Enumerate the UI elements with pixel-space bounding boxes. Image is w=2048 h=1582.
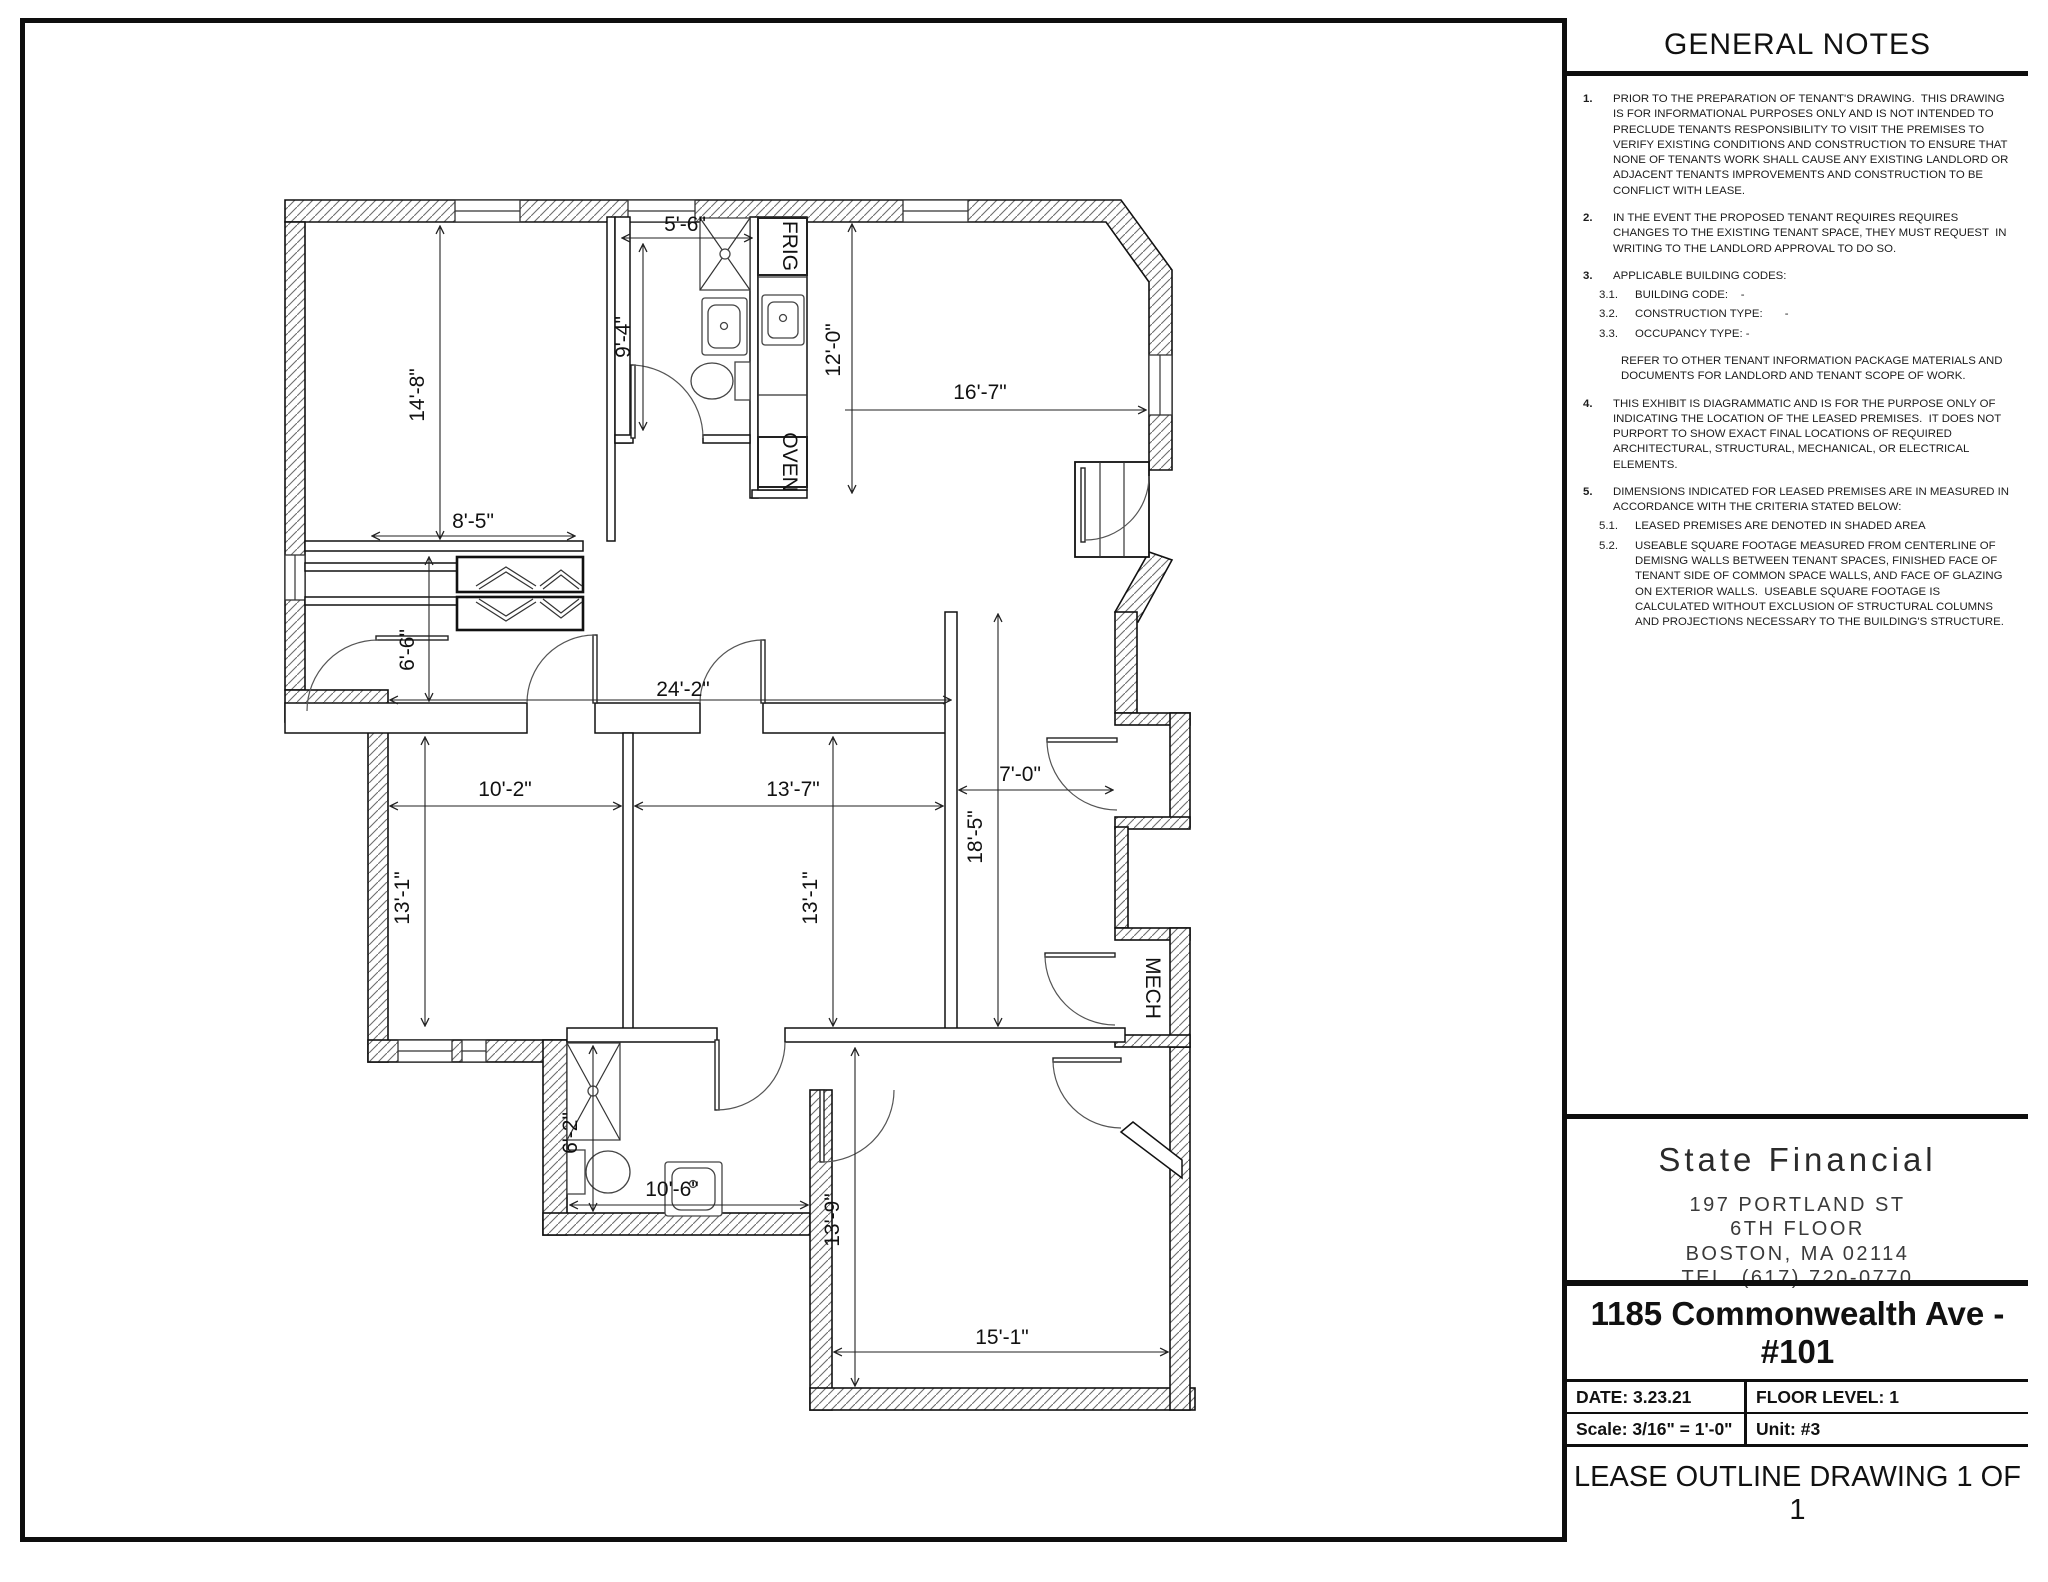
dim-6-6: 6'-6"	[396, 629, 419, 671]
scale-field: Scale: 3/16" = 1'-0"	[1567, 1414, 1747, 1444]
dim-13-9: 13'-9"	[821, 1193, 844, 1247]
firm-name: State Financial	[1658, 1141, 1937, 1178]
dim-10-6: 10'-6"	[645, 1178, 699, 1201]
upper-bathroom	[691, 218, 750, 400]
dim-14-8: 14'-8"	[406, 368, 429, 422]
dim-16-7: 16'-7"	[953, 381, 1007, 404]
label-frig: FRIG	[778, 220, 801, 272]
kitchen-sink	[762, 295, 804, 345]
note-item: 4. THIS EXHIBIT IS DIAGRAMMATIC AND IS FOR THE PURPOSE ONLY OF INDICATING THE LOCATION OF THE LEASED PREMISES. IT DOES NOT PURPORT TO SHOW EXACT FINAL LOCATIONS OF REQUIRED ARCHITECTURAL, STRUCTURAL, MECHANICAL, OR ELECTRICAL ELEMENTS.	[1583, 397, 2005, 471]
firm-address-line: 6TH FLOOR	[1730, 1218, 1865, 1241]
shower	[700, 218, 750, 290]
property-title: 1185 Commonwealth Ave - #101	[1590, 1295, 2005, 1370]
dim-18-5: 18'-5"	[964, 810, 987, 864]
firm-address-line: 197 PORTLAND ST	[1689, 1194, 1906, 1216]
dim-24-2: 24'-2"	[656, 678, 710, 701]
sink	[702, 298, 747, 355]
firm-address-line: BOSTON, MA 02114	[1685, 1242, 1910, 1265]
toilet	[691, 362, 750, 400]
note-item: REFER TO OTHER TENANT INFORMATION PACKAGE MATERIALS AND DOCUMENTS FOR LANDLORD AND TENANT SCOPE OF WORK.	[1621, 354, 2006, 383]
dim-6-2: 6'-2"	[559, 1112, 582, 1154]
note-subitem: 5.2. USEABLE SQUARE FOOTAGE MEASURED FROM CENTERLINE OF DEMISNG WALLS BETWEEN TENANT SPACES, FINISHED FACE OF TENANT SIDE OF COMMON SPACE WALLS, AND FACE OF GLAZING ON EXTERIOR WALLS. USEABLE SQUARE FOOTAGE IS CALCULATED WITHOUT EXCLUSION OF STRUCTURAL COLUMNS AND PROJECTIONS NECESSARY TO THE BUILDING'S STRUCTURE.	[1599, 539, 2006, 629]
entry-stairs	[1075, 462, 1149, 557]
note-item: 3. APPLICABLE BUILDING CODES:	[1583, 269, 1787, 282]
dim-13-1-a: 13'-1"	[391, 871, 414, 925]
dim-12-0: 12'-0"	[822, 323, 845, 377]
note-item: 2. IN THE EVENT THE PROPOSED TENANT REQUIRES REQUIRES CHANGES TO THE EXISTING TENANT SPACE, THEY MUST REQUEST IN WRITING TO THE LANDLORD APPROVAL TO DO SO.	[1583, 211, 2010, 255]
dim-5-6: 5'-6"	[664, 213, 706, 236]
toilet	[567, 1150, 630, 1194]
drawing-title: LEASE OUTLINE DRAWING 1 OF 1	[1567, 1444, 2028, 1542]
dim-13-7: 13'-7"	[766, 778, 820, 801]
note-subitem: 3.3. OCCUPANCY TYPE: -	[1599, 327, 1750, 340]
note-subitem: 3.2. CONSTRUCTION TYPE: -	[1599, 308, 1789, 321]
note-item: 1. PRIOR TO THE PREPARATION OF TENANT'S DRAWING. THIS DRAWING IS FOR INFORMATIONAL PURPOSES ONLY AND IS NOT INTENDED TO PRECLUDE TENANTS RESPONSIBILITY TO VISIT THE PREMISES TO VERIFY EXISTING CONDITIONS AND CONSTRUCTION TO ENSURE THAT NONE OF TENANTS WORK SHALL CAUSE ANY EXISTING LANDLORD OR ADJACENT TENANTS IMPROVEMENTS AND CONSTRUCTION TO BE CONFLICT WITH LEASE.	[1583, 93, 2011, 197]
dim-8-5: 8'-5"	[452, 510, 494, 533]
date-field: DATE: 3.23.21	[1567, 1382, 1747, 1412]
dim-10-2: 10'-2"	[478, 778, 532, 801]
title-panel	[1562, 18, 2028, 1542]
general-notes-list	[1567, 76, 2028, 1114]
label-oven: OVEN	[778, 432, 801, 492]
label-mech: MECH	[1141, 957, 1164, 1019]
floor-plan	[20, 18, 1562, 1542]
floor-level-field: FLOOR LEVEL: 1	[1756, 1386, 1899, 1407]
general-notes-title: GENERAL NOTES	[1567, 18, 2028, 76]
title-block	[1567, 1280, 2028, 1542]
dim-15-1: 15'-1"	[975, 1326, 1029, 1349]
note-item: 5. DIMENSIONS INDICATED FOR LEASED PREMISES ARE IN MEASURED IN ACCORDANCE WITH THE CRITERIA STATED BELOW:	[1583, 485, 2012, 514]
dim-7-0: 7'-0"	[999, 763, 1041, 786]
unit-field: Unit: #3	[1756, 1418, 1821, 1439]
firm-phone: TEL. (617) 720-0770	[1681, 1267, 1914, 1290]
note-subitem: 3.1. BUILDING CODE: -	[1599, 289, 1745, 302]
closets	[457, 557, 583, 630]
entry-door-leaf	[1081, 468, 1085, 542]
note-subitem: 5.1. LEASED PREMISES ARE DENOTED IN SHADED AREA	[1599, 520, 1926, 533]
firm-block	[1567, 1114, 2028, 1290]
dim-13-1-b: 13'-1"	[799, 871, 822, 925]
dim-9-4: 9'-4"	[612, 316, 635, 358]
